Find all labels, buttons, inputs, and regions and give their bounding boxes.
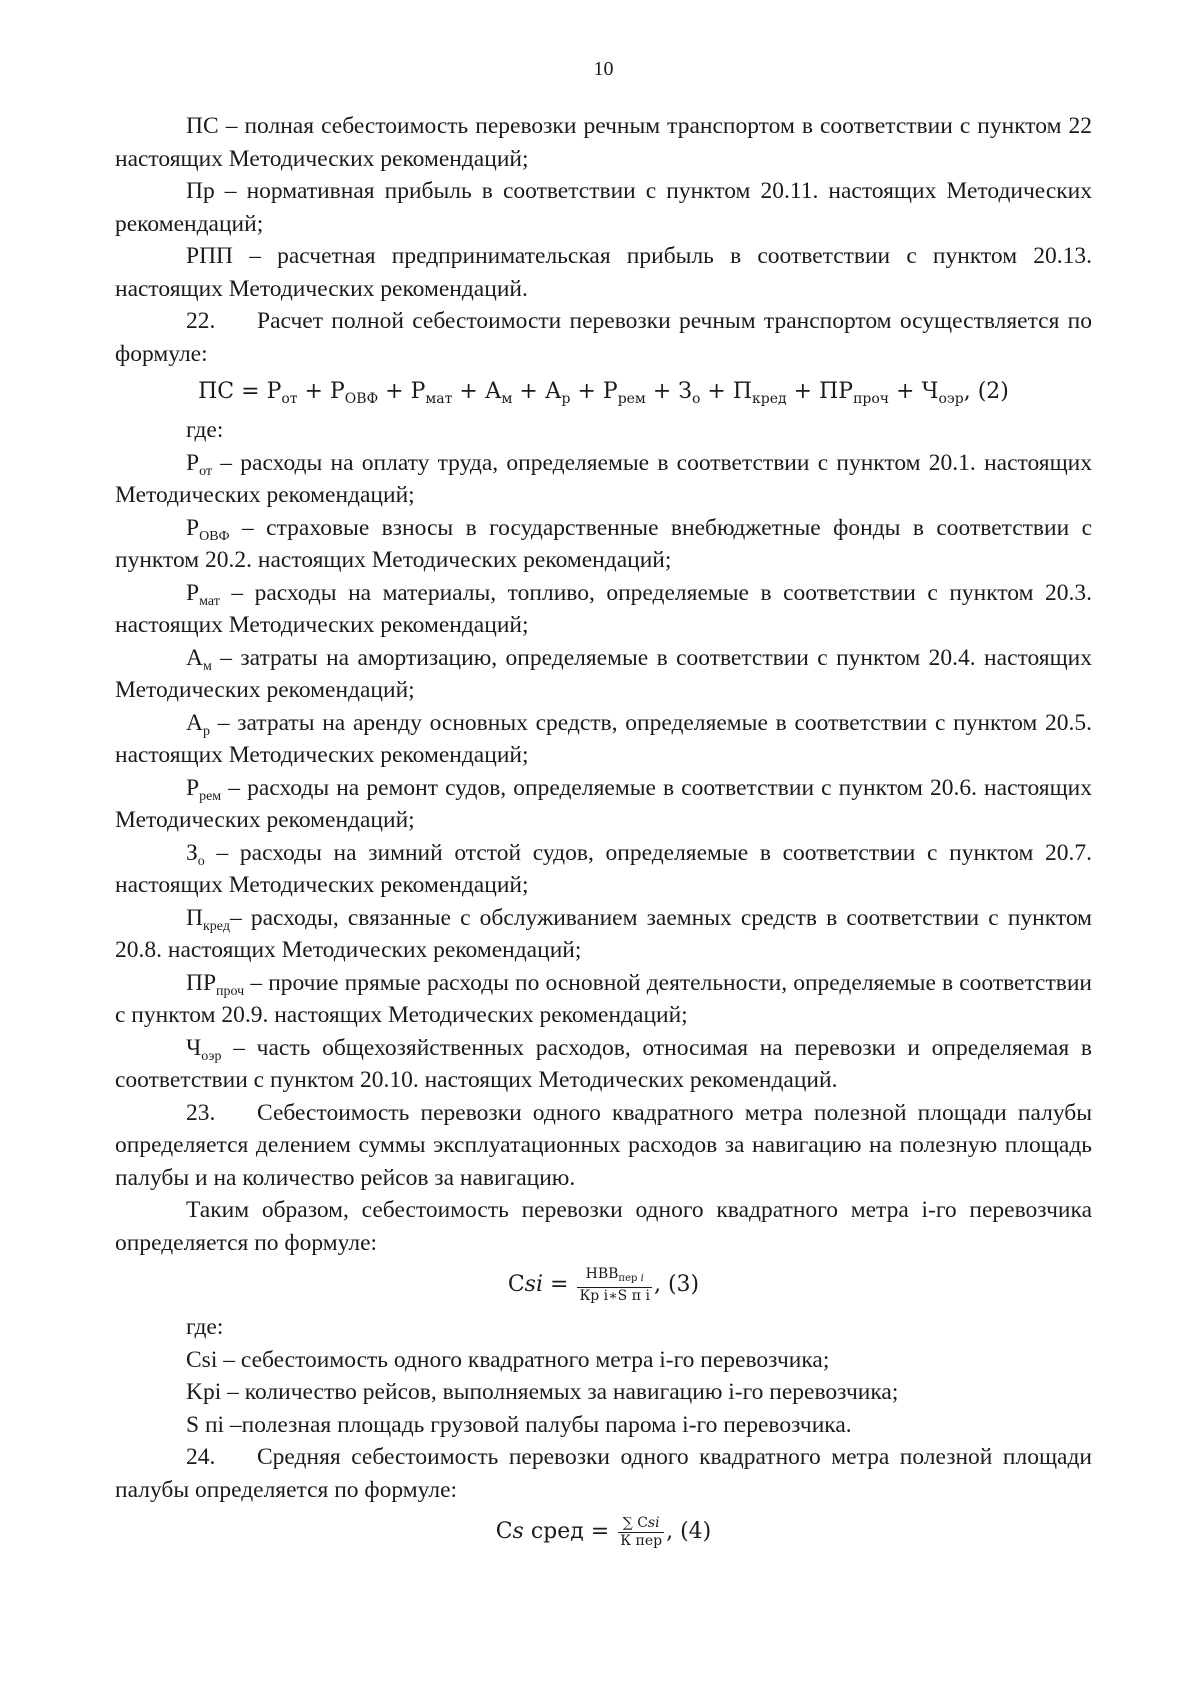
fraction-numerator: [577, 1266, 652, 1288]
definition-text: – прочие прямые расходы по основной деятельности, определяемые в соответствии с пунктом 20.9. настоящих Методических рекомендаций;: [115, 969, 1092, 1028]
formula-plus: +: [378, 379, 411, 404]
definition-text: – расходы на оплату труда, определяемые в соответствии с пунктом 20.1. настоящих Методических рекомендаций;: [115, 449, 1092, 508]
term-symbol: Р: [266, 379, 282, 404]
symbol: П: [186, 904, 203, 931]
definition-z-o: [115, 837, 1092, 902]
term-subscript: оэр: [938, 391, 964, 407]
term-symbol: А: [484, 379, 502, 404]
definition-text: – затраты на амортизацию, определяемые в соответствии с пунктом 20.4. настоящих Методических рекомендаций;: [115, 644, 1092, 703]
term-symbol: ПР: [819, 379, 854, 404]
definition-ch-oer: [115, 1032, 1092, 1097]
definition-s-pi: S пi –полезная площадь грузовой палубы парома i-го перевозчика.: [186, 1411, 852, 1438]
definition-r-ot: [115, 447, 1092, 512]
formula-lhs: ПС: [198, 379, 235, 404]
paragraph-cost-per-carrier: Таким образом, себестоимость перевозки одного квадратного метра i-го перевозчика определяется по формуле:: [115, 1197, 1092, 1256]
term-subscript: р: [561, 391, 571, 407]
item-text: Средняя себестоимость перевозки одного квадратного метра полезной площади палубы определяется по формуле:: [115, 1444, 1092, 1503]
page-number: 10: [593, 58, 614, 80]
formula-cost-per-sqm: [115, 1259, 1092, 1311]
fraction-numerator: ∑ C𝑠𝑖: [618, 1515, 664, 1533]
fraction-denominator: Кр i∗S п i: [579, 1287, 650, 1304]
formula-term: [484, 379, 513, 407]
symbol-subscript: мат: [199, 593, 220, 609]
term-symbol: З: [678, 379, 692, 404]
term-subscript: рем: [617, 391, 646, 407]
definition-p-kred: [115, 902, 1092, 967]
formula-plus: +: [786, 379, 820, 404]
formula-terms: [266, 379, 964, 407]
term-subscript: от: [281, 391, 298, 407]
formula-tag: , (2): [963, 379, 1009, 404]
symbol-subscript: кред: [202, 918, 230, 934]
paragraph-item-22: [115, 305, 1092, 370]
definition-text: – расходы на материалы, топливо, определяемые в соответствии с пунктом 20.3. настоящих Методических рекомендаций;: [115, 579, 1092, 638]
term-subscript: мат: [425, 391, 453, 407]
formula-fraction: [577, 1266, 652, 1305]
definition-r-rem: [115, 772, 1092, 837]
formula-plus: +: [700, 379, 733, 404]
symbol: ПР: [186, 969, 217, 996]
formula-fraction: [618, 1515, 664, 1550]
term-subscript: проч: [853, 391, 890, 407]
definition-text: – расходы, связанные с обслуживанием заемных средств в соответствии с пунктом 20.8. настоящих Методических рекомендаций;: [115, 904, 1092, 963]
formula-term: [329, 379, 379, 407]
symbol: З: [186, 839, 198, 866]
paragraph-pr-definition: Пр – нормативная прибыль в соответствии с пунктом 20.11. настоящих Методических рекомендаций;: [115, 178, 1092, 237]
formula-term: [921, 379, 964, 407]
term-symbol: Р: [602, 379, 618, 404]
term-symbol: А: [544, 379, 562, 404]
definition-text: – страховые взносы в государственные внебюджетные фонды в соответствии с пунктом 20.2. настоящих Методических рекомендаций;: [115, 514, 1092, 573]
paragraph-item-23: [115, 1097, 1092, 1195]
item-text: Себестоимость перевозки одного квадратного метра полезной площади палубы определяется делением суммы эксплуатационных расходов за навигацию на полезную площадь палубы и на количество рейсов за навигацию.: [115, 1099, 1092, 1191]
symbol: Р: [186, 449, 200, 476]
formula-term: [732, 379, 787, 407]
formula-plus: +: [570, 379, 603, 404]
term-symbol: Р: [410, 379, 426, 404]
symbol: Ч: [186, 1034, 202, 1061]
formula-equals: =: [234, 379, 267, 404]
symbol: Р: [186, 514, 200, 541]
definition-a-m: [115, 642, 1092, 707]
definition-text: – расходы на зимний отстой судов, определяемые в соответствии с пунктом 20.7. настоящих Методических рекомендаций;: [115, 839, 1092, 898]
symbol-subscript: р: [202, 723, 210, 739]
item-number: 24.: [186, 1444, 216, 1470]
definition-text: – расходы на ремонт судов, определяемые в соответствии с пунктом 20.6. настоящих Методических рекомендаций;: [115, 774, 1092, 833]
formula-tag: , (4): [666, 1519, 712, 1544]
formula-term: [678, 379, 701, 407]
formula-plus: +: [512, 379, 545, 404]
symbol-subscript: оэр: [201, 1048, 222, 1064]
symbol: Р: [186, 579, 200, 606]
symbol-subscript: рем: [199, 788, 222, 804]
formula-equals: =: [543, 1272, 576, 1297]
term-symbol: Ч: [921, 379, 939, 404]
symbol-subscript: проч: [216, 983, 245, 999]
term-subscript: кред: [752, 391, 787, 407]
formula-term: [410, 379, 453, 407]
term-subscript: м: [501, 391, 513, 407]
definition-pr-proch: [115, 967, 1092, 1032]
item-number: 22.: [186, 308, 216, 334]
symbol-subscript: о: [197, 853, 205, 869]
fraction-denominator: К пер: [620, 1532, 663, 1549]
term-subscript: ОВФ: [344, 391, 379, 407]
paragraph-ps-definition: ПС – полная себестоимость перевозки речным транспортом в соответствии с пунктом 22 настоящих Методических рекомендаций;: [115, 113, 1092, 172]
formula-term: [819, 379, 890, 407]
definition-r-mat: [115, 577, 1092, 642]
where-label: где:: [186, 1314, 224, 1340]
paragraph-item-24: [115, 1441, 1092, 1506]
definition-r-ovf: [115, 512, 1092, 577]
formula-term: [602, 379, 646, 407]
formula-plus: +: [297, 379, 330, 404]
item-text: Расчет полной себестоимости перевозки речным транспортом осуществляется по формуле:: [115, 308, 1092, 367]
definition-text: – часть общехозяйственных расходов, относимая на перевозки и определяемая в соответствии с пунктом 20.10. настоящих Методических рекомендаций.: [115, 1034, 1092, 1093]
formula-tag: , (3): [653, 1272, 700, 1297]
definition-text: – затраты на аренду основных средств, определяемые в соответствии с пунктом 20.5. настоящих Методических рекомендаций;: [115, 709, 1092, 768]
symbol-subscript: ОВФ: [199, 528, 230, 544]
document-body: [115, 110, 1092, 1556]
where-label: где:: [186, 417, 224, 443]
formula-lhs: C𝑠 сред: [495, 1519, 584, 1544]
term-subscript: о: [691, 391, 701, 407]
item-number: 23.: [186, 1099, 216, 1126]
formula-average-cost: [115, 1506, 1092, 1556]
formula-term: [266, 379, 298, 407]
symbol: А: [186, 709, 203, 736]
formula-equals: =: [583, 1519, 617, 1544]
term-symbol: Р: [329, 379, 345, 404]
definition-kpi: Kpi – количество рейсов, выполняемых за навигацию i-го перевозчика;: [186, 1379, 899, 1405]
formula-term: [544, 379, 571, 407]
symbol-subscript: от: [199, 463, 213, 479]
numerator-subscript: пер 𝑖: [618, 1272, 644, 1284]
paragraph-rpp-definition: РПП – расчетная предпринимательская прибыль в соответствии с пунктом 20.13. настоящих Методических рекомендаций.: [115, 243, 1092, 302]
definition-csi: Csi – себестоимость одного квадратного метра i-го перевозчика;: [186, 1346, 830, 1373]
formula-plus: +: [452, 379, 485, 404]
formula-plus: +: [889, 379, 922, 404]
symbol: Р: [186, 774, 200, 801]
numerator-text: НВВ: [585, 1265, 619, 1282]
definition-a-r: [115, 707, 1092, 772]
formula-lhs: C𝑠𝑖: [507, 1272, 544, 1297]
formula-full-cost: [115, 370, 1092, 414]
term-symbol: П: [732, 379, 753, 404]
symbol-subscript: м: [202, 658, 212, 674]
symbol: А: [186, 644, 203, 671]
formula-plus: +: [645, 379, 679, 404]
